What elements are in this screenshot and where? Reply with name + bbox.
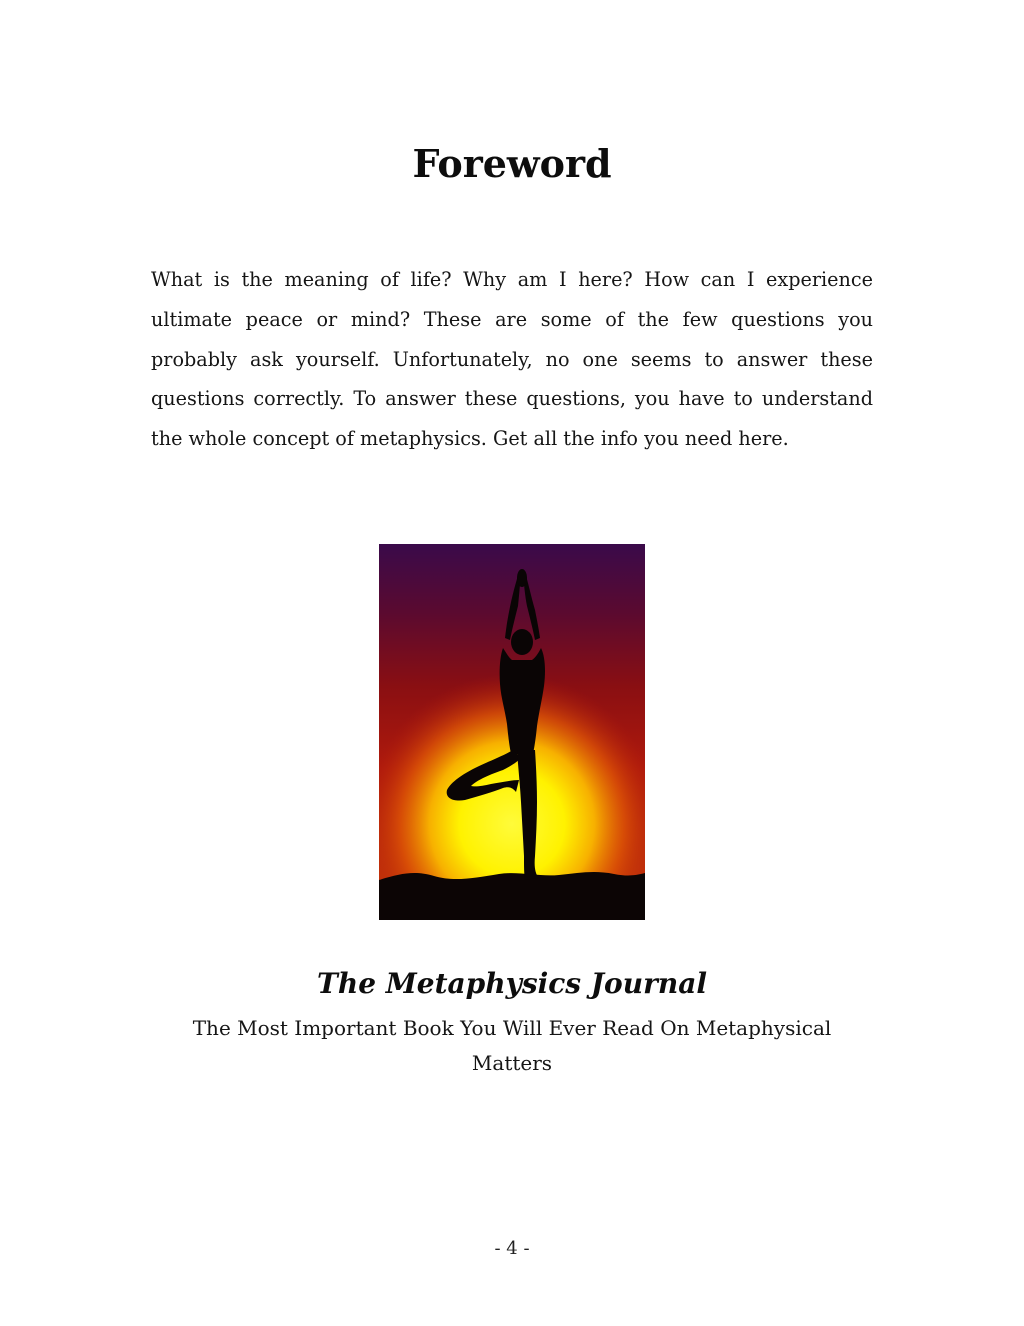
foreword-paragraph: What is the meaning of life? Why am I here? How can I experience ultimate peace or mind? These are some of the few questions you probably ask yourself. Unfortunately, no one seems to answer these questions correctly. To answer these questions, you have to understand the whole concept of metaphysics. Get all the info you need here.: [151, 268, 873, 451]
book-subtitle: The Most Important Book You Will Ever Read On Metaphysical Matters: [192, 1016, 832, 1075]
yoga-silhouette-illustration: [379, 544, 645, 920]
ground-silhouette: [379, 872, 645, 920]
book-title: The Metaphysics Journal: [317, 967, 707, 1000]
page-number: - 4 -: [494, 1238, 530, 1259]
page-title: Foreword: [412, 141, 612, 186]
